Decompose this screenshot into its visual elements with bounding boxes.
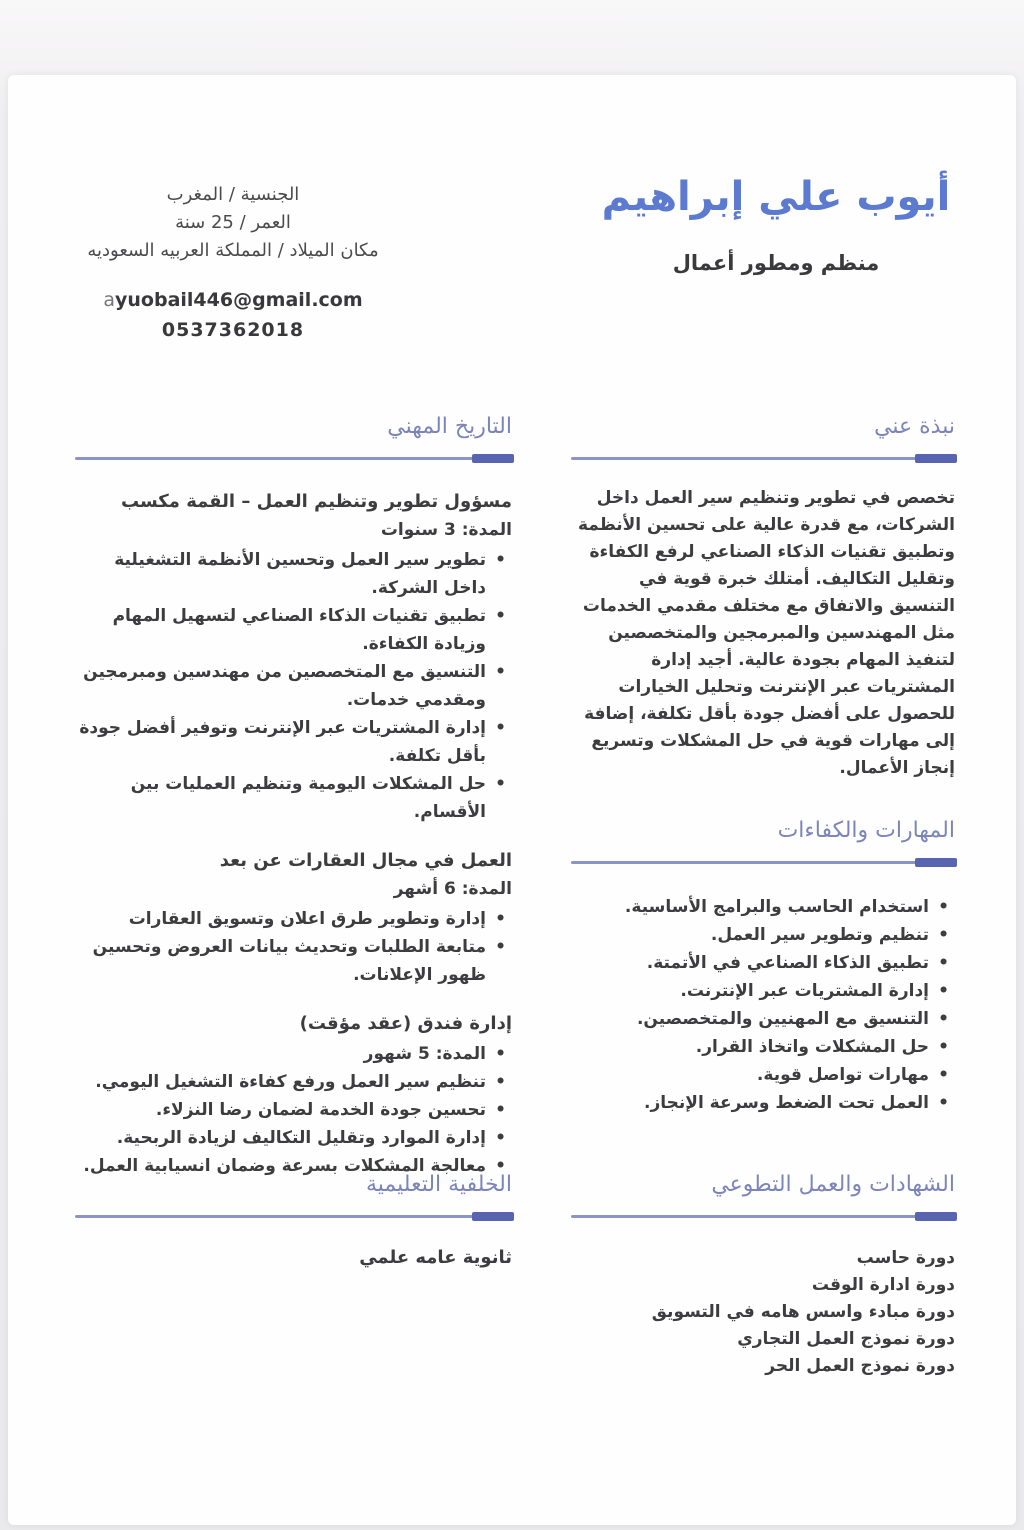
job-bullet-item: • المدة: 5 شهور	[75, 1040, 512, 1068]
contact-phone: 0537362018	[161, 319, 305, 341]
skill-item: • استخدام الحاسب والبرامج الأساسية.	[571, 893, 955, 921]
rule-line	[571, 1215, 955, 1218]
contact-nationality: الجنسية / المغرب	[166, 184, 300, 205]
skill-item: • تطبيق الذكاء الصناعي في الأتمتة.	[571, 949, 955, 977]
job-entry	[75, 846, 512, 989]
job-bullet-item: • حل المشكلات اليومية وتنظيم العمليات بين الأقسام.	[75, 770, 512, 826]
contact-email-prefix: a	[103, 289, 115, 311]
about-skills-column	[571, 412, 955, 1117]
skills-heading-rule	[571, 858, 955, 867]
education-heading: الخلفية التعليمية	[366, 1172, 512, 1197]
certificate-item: دورة نموذج العمل الحر	[765, 1356, 955, 1376]
job-bullets	[75, 546, 512, 826]
cv-page	[8, 75, 1016, 1525]
job-title: العمل في مجال العقارات عن بعد	[219, 850, 512, 871]
job-title: مسؤول تطوير وتنظيم العمل – القمة مكسب	[120, 491, 512, 512]
skill-item: • تنظيم وتطوير سير العمل.	[571, 921, 955, 949]
skills-heading: المهارات والكفاءات	[777, 818, 955, 843]
about-paragraph: تخصص في تطوير وتنظيم سير العمل داخل الشركات، مع قدرة عالية على تحسين الأنظمة وتطبيق تقنيات الذكاء الصناعي لرفع الكفاءة وتقليل التكاليف. أمتلك خبرة قوية في التنسيق والاتفاق مع مختلف مقدمي الخدمات مثل المهندسين والمبرمجين والمتخصصين لتنفيذ المهام بجودة عالية. أجيد إدارة المشتريات عبر الإنترنت وتحليل الخيارات للحصول على أفضل جودة بأقل تكلفة، إضافة إلى مهارات قوية في حل المشكلات وتسريع إنجاز الأعمال.	[577, 488, 955, 778]
contact-block	[60, 181, 406, 341]
job-bullet-item: • إدارة وتطوير طرق اعلان وتسويق العقارات	[75, 905, 512, 933]
person-name: أيوب علي إبراهيم	[601, 174, 951, 220]
job-bullet-item: • تطبيق تقنيات الذكاء الصناعي لتسهيل المهام وزيادة الكفاءة.	[75, 602, 512, 658]
rule-line	[75, 1215, 512, 1218]
contact-age: العمر / 25 سنة	[175, 212, 291, 233]
skill-item: • التنسيق مع المهنيين والمتخصصين.	[571, 1005, 955, 1033]
experience-heading-rule	[75, 454, 512, 463]
certificate-item: دورة مبادء واسس هامه في التسويق	[651, 1302, 955, 1322]
skills-list	[571, 893, 955, 1117]
job-title: إدارة فندق (عقد مؤقت)	[299, 1013, 512, 1034]
rule-cap	[915, 454, 957, 463]
rule-line	[571, 861, 955, 864]
rule-cap	[472, 1212, 514, 1221]
education-value: ثانوية عامه علمي	[359, 1247, 512, 1268]
contact-email	[60, 289, 406, 311]
skill-item: • العمل تحت الضغط وسرعة الإنجاز.	[571, 1089, 955, 1117]
experience-column	[75, 412, 512, 1180]
certificates-list	[571, 1245, 955, 1380]
rule-cap	[915, 1212, 957, 1221]
job-duration: المدة: 6 أشهر	[393, 879, 512, 899]
rule-line	[571, 457, 955, 460]
certificate-item: دورة نموذج العمل التجاري	[737, 1329, 955, 1349]
about-heading-rule	[571, 454, 955, 463]
rule-line	[75, 457, 512, 460]
job-bullets	[75, 905, 512, 989]
job-bullet-item: • متابعة الطلبات وتحديث بيانات العروض وتحسين ظهور الإعلانات.	[75, 933, 512, 989]
job-entry	[75, 1009, 512, 1180]
certificates-section	[571, 1170, 955, 1380]
skill-item: • إدارة المشتريات عبر الإنترنت.	[571, 977, 955, 1005]
job-bullet-item: • تطوير سير العمل وتحسين الأنظمة التشغيلية داخل الشركة.	[75, 546, 512, 602]
job-bullet-item: • معالجة المشكلات بسرعة وضمان انسيابية العمل.	[75, 1152, 512, 1180]
job-bullet-item: • التنسيق مع المتخصصين من مهندسين ومبرمجين ومقدمي خدمات.	[75, 658, 512, 714]
education-heading-rule	[75, 1212, 512, 1221]
rule-cap	[472, 454, 514, 463]
jobs-list	[75, 487, 512, 1180]
job-bullet-item: • تنظيم سير العمل ورفع كفاءة التشغيل اليومي.	[75, 1068, 512, 1096]
skill-item: • مهارات تواصل قوية.	[571, 1061, 955, 1089]
job-bullet-item: • تحسين جودة الخدمة لضمان رضا النزلاء.	[75, 1096, 512, 1124]
job-duration: المدة: 3 سنوات	[380, 520, 512, 540]
certificates-heading-rule	[571, 1212, 955, 1221]
certificate-item: دورة ادارة الوقت	[811, 1275, 955, 1295]
contact-birthplace: مكان الميلاد / المملكة العربيه السعوديه	[87, 240, 379, 261]
job-bullet-item: • إدارة الموارد وتقليل التكاليف لزيادة الربحية.	[75, 1124, 512, 1152]
name-block	[558, 171, 994, 275]
job-bullets	[75, 1040, 512, 1180]
job-bullet-item: • إدارة المشتريات عبر الإنترنت وتوفير أفضل جودة بأقل تكلفة.	[75, 714, 512, 770]
job-entry	[75, 487, 512, 826]
rule-cap	[915, 858, 957, 867]
certificate-item: دورة حاسب	[856, 1248, 955, 1268]
person-job-title: منظم ومطور أعمال	[672, 251, 880, 275]
contact-email-rest: yuobail446@gmail.com	[115, 289, 363, 311]
skills-section	[571, 816, 955, 1117]
about-heading: نبذة عني	[874, 414, 955, 439]
experience-heading: التاريخ المهني	[387, 414, 512, 439]
education-section	[75, 1170, 512, 1268]
certificates-heading: الشهادات والعمل التطوعي	[711, 1172, 955, 1197]
skill-item: • حل المشكلات واتخاذ القرار.	[571, 1033, 955, 1061]
